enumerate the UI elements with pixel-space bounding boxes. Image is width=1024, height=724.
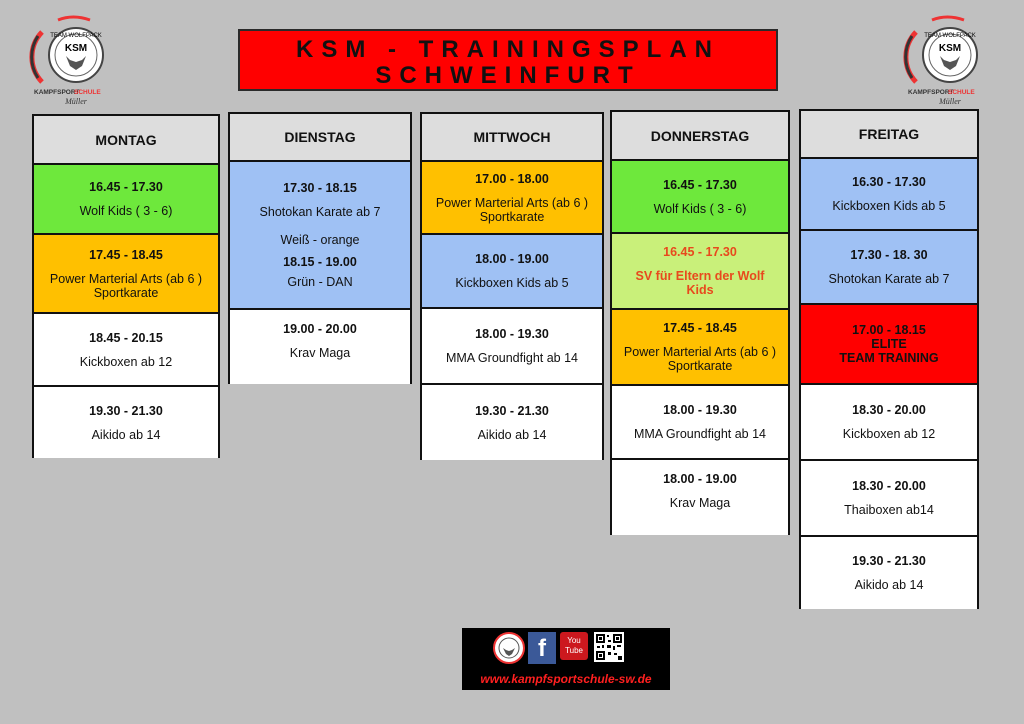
class-name-2: Grün - DAN [287,275,353,289]
class-cell [34,387,218,458]
day-column-mittwoch [420,112,604,460]
class-name: Krav Maga [289,346,351,360]
class-time: 17.30 - 18.15 [283,181,357,195]
day-column-montag [32,114,220,458]
class-cell [230,162,410,310]
class-cell [34,235,218,314]
class-cell [422,309,602,385]
class-cell [422,385,602,460]
class-cell [612,386,788,460]
class-cell [801,305,977,385]
title-line-1: KSM - TRAININGSPLAN [296,36,720,63]
day-header-freitag: FREITAG [801,111,977,159]
day-column-freitag [799,109,979,609]
class-cell [801,537,977,609]
logo-team-text: TEAM WOLFPACK [50,33,102,39]
class-time: 16.45 - 17.30 [89,180,163,194]
logo-initials: KSM [938,43,962,54]
logo-school-a: KAMPFSPORT [908,89,954,96]
day-column-dienstag [228,112,412,384]
class-cell [422,235,602,309]
class-time-2: 18.15 - 19.00 [283,255,357,269]
ksm-small-logo-icon [492,631,526,665]
class-name: Thaiboxen ab14 [844,503,934,517]
title-line-2: SCHWEINFURT [375,62,641,89]
class-name: Power Marterial Arts (ab 6 ) Sportkarate [49,271,203,300]
class-name: Kickboxen ab 12 [842,427,936,441]
class-name: MMA Groundfight ab 14 [445,351,579,365]
class-cell [612,310,788,386]
class-time: 18.00 - 19.30 [663,403,737,417]
class-cell [801,231,977,305]
class-time: 16.30 - 17.30 [852,175,926,189]
day-header-montag: MONTAG [34,116,218,165]
class-name: Aikido ab 14 [91,427,161,442]
class-name: ELITE [871,337,907,351]
footer-banner [462,628,670,690]
logo-school-b: SCHULE [948,89,975,96]
class-extra: Weiß - orange [280,233,360,247]
class-cell [34,314,218,387]
class-time: 17.00 - 18.15 [852,323,926,337]
class-time: 18.00 - 19.00 [475,252,549,266]
class-name: Kickboxen ab 12 [79,354,173,369]
class-time: 19.00 - 20.00 [283,322,357,336]
day-header-dienstag: DIENSTAG [230,114,410,162]
class-name: Shotokan Karate ab 7 [828,272,950,286]
class-time: 19.30 - 21.30 [475,403,549,418]
class-name: Aikido ab 14 [854,578,924,592]
class-cell [34,165,218,235]
wolf-emblem-icon [902,10,992,110]
day-header-donnerstag: DONNERSTAG [612,112,788,161]
class-name: SV für Eltern der Wolf Kids [635,269,765,297]
class-time: 16.45 - 17.30 [663,245,737,259]
class-time: 17.45 - 18.45 [89,247,163,262]
class-name: Kickboxen Kids ab 5 [832,199,946,213]
page-title [238,29,778,91]
class-time: 18.00 - 19.00 [663,472,737,486]
class-name: Wolf Kids ( 3 - 6) [653,201,747,216]
class-cell [230,310,410,384]
youtube-text-a: You [567,636,581,645]
class-name: Kickboxen Kids ab 5 [455,276,569,290]
youtube-icon[interactable] [560,632,588,660]
class-time: 18.30 - 20.00 [852,403,926,417]
logo-initials: KSM [64,43,88,54]
class-cell [801,461,977,537]
class-cell [801,159,977,231]
ksm-logo-left [28,10,118,110]
class-cell [422,162,602,235]
day-column-donnerstag [610,110,790,535]
logo-school-a: KAMPFSPORT [34,89,80,96]
class-time: 17.00 - 18.00 [475,171,549,186]
facebook-icon[interactable]: f [528,632,556,664]
class-name: MMA Groundfight ab 14 [633,427,767,441]
ksm-logo-right [902,10,992,110]
class-time: 18.45 - 20.15 [89,330,163,345]
logo-school-b: SCHULE [74,89,101,96]
class-cell [612,161,788,234]
logo-name: Müller [939,97,961,106]
logo-name: Müller [65,97,87,106]
class-cell [612,460,788,535]
class-time: 17.30 - 18. 30 [850,248,928,262]
class-time: 17.45 - 18.45 [663,321,737,335]
class-time: 19.30 - 21.30 [89,403,163,418]
class-time: 19.30 - 21.30 [852,554,926,568]
class-name: Aikido ab 14 [477,427,547,442]
class-time: 16.45 - 17.30 [663,177,737,192]
website-link[interactable]: www.kampfsportschule-sw.de [480,672,652,686]
class-cell [612,234,788,310]
class-name-2: TEAM TRAINING [839,351,939,365]
class-time: 18.00 - 19.30 [475,327,549,341]
wolf-emblem-icon [28,10,118,110]
class-name: Wolf Kids ( 3 - 6) [79,204,173,218]
class-name: Power Marterial Arts (ab 6 ) Sportkarate [435,195,589,224]
class-time: 18.30 - 20.00 [852,479,926,493]
logo-team-text: TEAM WOLFPACK [924,33,976,39]
class-name: Power Marterial Arts (ab 6 ) Sportkarate [623,345,777,373]
qr-code-icon[interactable] [594,632,624,662]
day-header-mittwoch: MITTWOCH [422,114,602,162]
youtube-text-b: Tube [565,646,583,655]
class-name: Shotokan Karate ab 7 [259,205,381,219]
class-name: Krav Maga [669,496,731,510]
class-cell [801,385,977,461]
